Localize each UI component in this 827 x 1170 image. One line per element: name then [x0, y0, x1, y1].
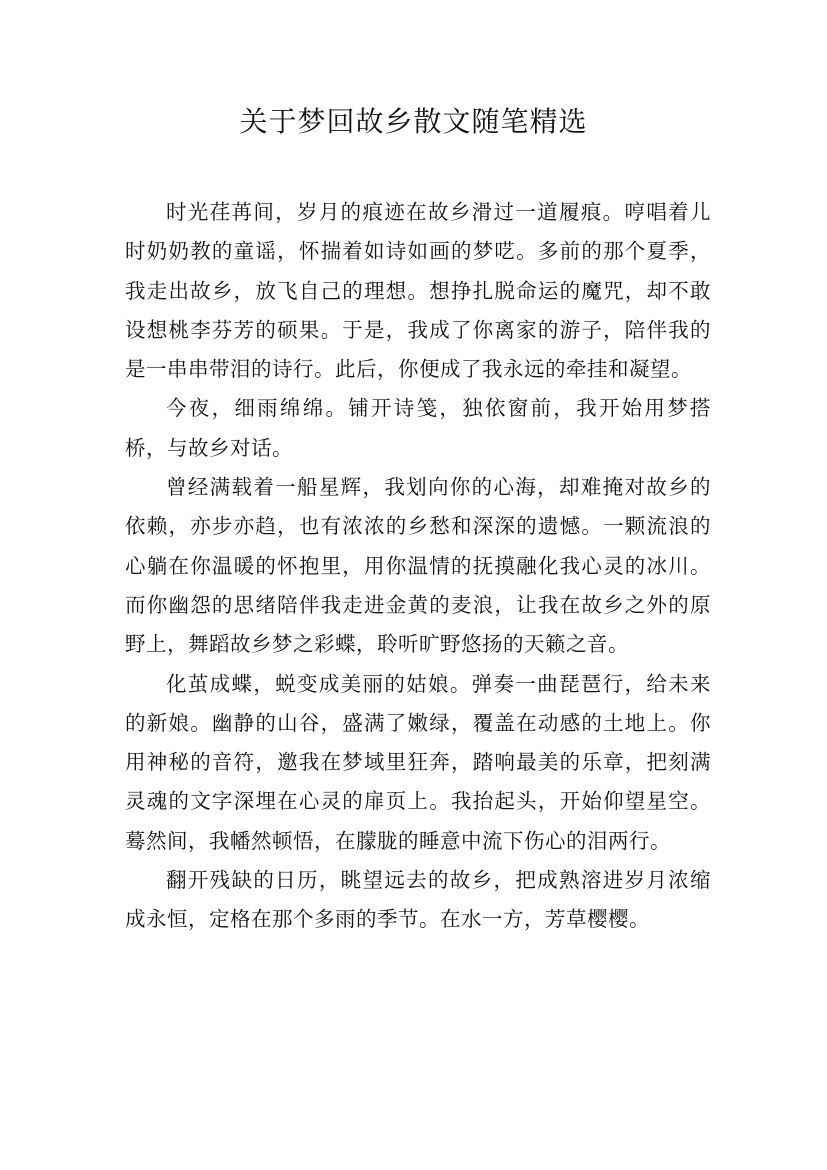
document-body	[125, 193, 711, 940]
paragraph-1: 时光荏苒间，岁月的痕迹在故乡滑过一道履痕。哼唱着儿时奶奶教的童谣，怀揣着如诗如画的梦呓。多前的那个夏季，我走出故乡，放飞自己的理想。想挣扎脱命运的魔咒，却不敢设想桃李芬芳的硕果。于是，我成了你离家的游子，陪伴我的是一串串带泪的诗行。此后，你便成了我永远的牵挂和凝望。	[125, 200, 711, 382]
paragraph-4: 化茧成蝶，蜕变成美丽的姑娘。弹奏一曲琵琶行，给未来的新娘。幽静的山谷，盛满了嫩绿，覆盖在动感的土地上。你用神秘的音符，邀我在梦域里狂奔，踏响最美的乐章，把刻满灵魂的文字深埋在心灵的扉页上。我抬起头，开始仰望星空。蓦然间，我幡然顿悟，在朦胧的睡意中流下伤心的泪两行。	[125, 671, 711, 853]
paragraph-5: 翻开残缺的日历，眺望远去的故乡，把成熟溶进岁月浓缩成永恒，定格在那个多雨的季节。在水一方，芳草樱樱。	[125, 868, 711, 932]
paragraph-3: 曾经满载着一船星辉，我划向你的心海，却难掩对故乡的依赖，亦步亦趋，也有浓浓的乡愁和深深的遗憾。一颗流浪的心躺在你温暖的怀抱里，用你温情的抚摸融化我心灵的冰川。而你幽怨的思绪陪伴我走进金黄的麦浪，让我在故乡之外的原野上，舞蹈故乡梦之彩蝶，聆听旷野悠扬的天籁之音。	[125, 475, 711, 657]
paragraph-2: 今夜，细雨绵绵。铺开诗笺，独依窗前，我开始用梦搭桥，与故乡对话。	[125, 396, 711, 460]
document-title: 关于梦回故乡散文随笔精选	[239, 105, 588, 138]
